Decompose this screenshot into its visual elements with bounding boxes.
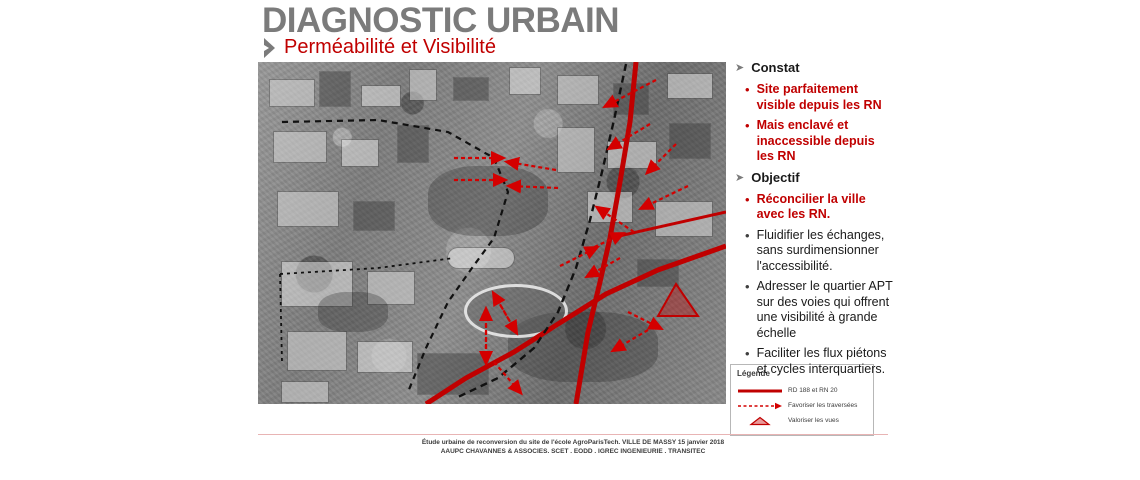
bullet-text: Faciliter les flux piétons et cycles interquartiers.: [756, 346, 887, 376]
heading-text: Constat: [751, 60, 800, 75]
bullet-text: Mais enclavé et inaccessible depuis les RN: [756, 118, 875, 163]
legend-item-label: Favoriser les traversées: [788, 402, 858, 409]
bullet-item: [745, 192, 895, 223]
dot-bullet-icon: •: [745, 227, 750, 243]
bullet-item: [745, 346, 895, 377]
dot-bullet-icon: •: [745, 346, 750, 361]
heading-objectif: [735, 170, 895, 186]
page-subtitle: Perméabilité et Visibilité: [284, 36, 496, 58]
footer: [258, 438, 888, 456]
heading-text: Objectif: [751, 169, 800, 185]
dashed-red-arrow-icon: [737, 401, 783, 411]
legend-item-label: Valoriser les vues: [788, 417, 839, 424]
bullet-text: Réconcilier la ville avec les RN.: [756, 191, 866, 221]
arrow-bullet-icon: ➤: [735, 62, 745, 74]
bullet-text: Site parfaitement visible depuis les RN: [756, 82, 882, 112]
legend-item: [737, 413, 867, 428]
bullet-text: Fluidifier les échanges, sans surdimensionner l'accessibilité.: [756, 227, 885, 273]
legend-title: Légende: [737, 369, 770, 378]
bullet-item: [745, 118, 895, 165]
dot-bullet-icon: •: [745, 191, 750, 207]
legend-item: [737, 383, 867, 398]
dot-bullet-icon: •: [745, 279, 750, 294]
chevron-right-icon: [262, 37, 278, 59]
page-title: DIAGNOSTIC URBAIN: [262, 1, 620, 40]
map-annotations: [258, 62, 726, 404]
aerial-map-image: [258, 62, 726, 404]
bullet-text: Adresser le quartier APT sur des voies qui offrent une visibilité à grande échelle: [756, 279, 893, 340]
heading-constat: [735, 60, 895, 76]
dot-bullet-icon: •: [745, 118, 750, 133]
footer-line-2: AAUPC CHAVANNES & ASSOCIES. SCET . EODD . IGREC INGENIEURIE . TRANSITEC: [440, 448, 706, 455]
subtitle-row: [262, 36, 496, 59]
legend-item-label: RD 188 et RN 20: [788, 387, 838, 394]
legend-item: [737, 398, 867, 413]
dot-bullet-icon: •: [745, 82, 750, 97]
footer-divider: [258, 434, 888, 435]
content-column: [735, 58, 895, 382]
bullet-item: [745, 279, 895, 341]
arrow-bullet-icon: ➤: [735, 171, 745, 184]
solid-red-line-icon: [737, 386, 783, 396]
bullet-item: [745, 228, 895, 275]
footer-line-1: Étude urbaine de reconversion du site de l'école AgroParisTech. VILLE DE MASSY 15 janvier 2018: [421, 439, 725, 446]
bullet-item: [745, 82, 895, 113]
red-triangle-icon: [737, 416, 783, 426]
